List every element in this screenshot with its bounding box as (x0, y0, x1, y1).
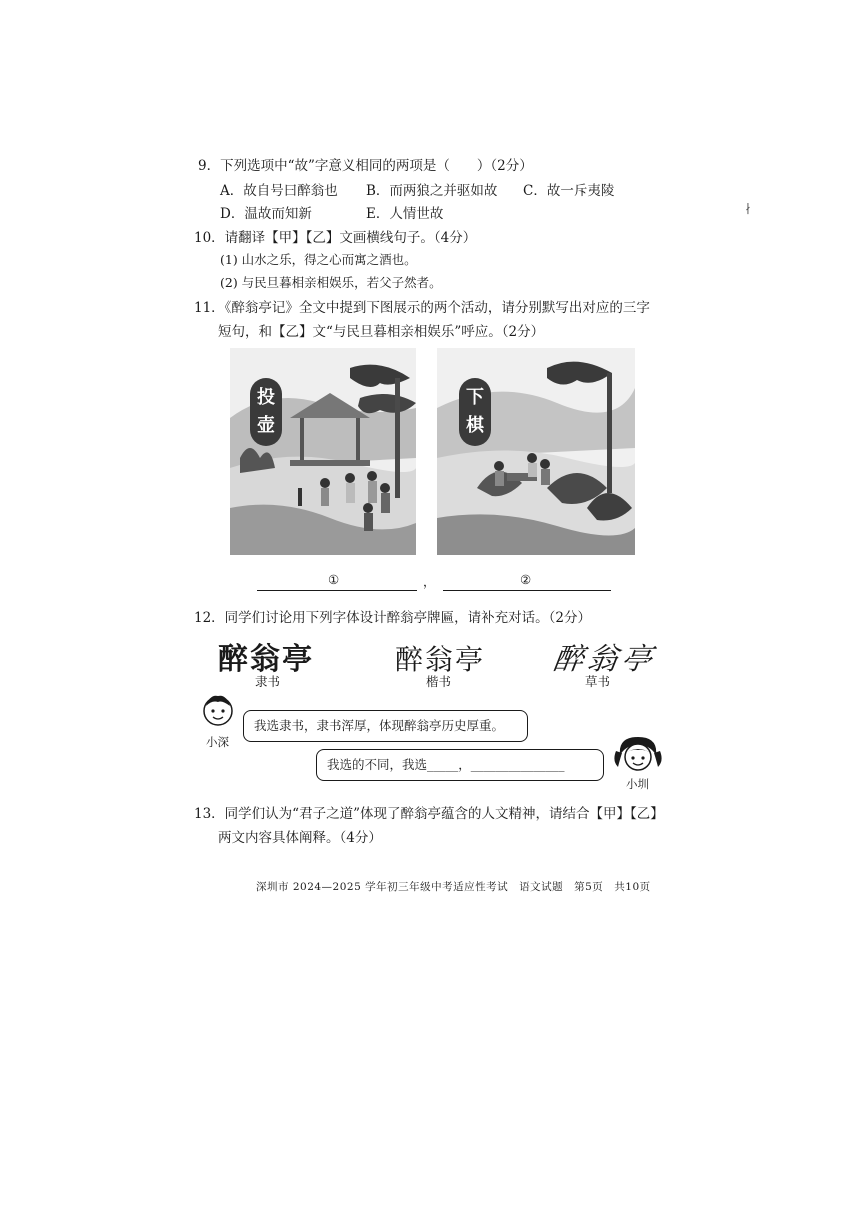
q11-blank-1[interactable] (257, 589, 417, 591)
q11-blank-2[interactable] (443, 589, 611, 591)
q11-stem-line1: 11．《醉翁亭记》全文中提到下图展示的两个活动，请分别默写出对应的三字 (194, 300, 650, 316)
q11-blank-1-marker: ① (328, 572, 340, 587)
q9-option-c: C．故一斥夷陵 (523, 183, 615, 199)
xiaoshen-speech-bubble (243, 710, 528, 742)
xiaoshen-name: 小深 (206, 735, 229, 749)
caoshu-sample: 醉翁亭 (551, 642, 658, 677)
q13-line1: 13．同学们认为“君子之道”体现了醉翁亭蕴含的人文精神，请结合【甲】【乙】 (194, 806, 664, 822)
margin-mark: ∤ (745, 202, 751, 216)
xiaqi-illustration (437, 348, 635, 555)
xiaqi-label: 下棋 (459, 378, 491, 446)
touhu-illustration (230, 348, 416, 555)
kaishu-sample: 醉翁亭 (395, 643, 486, 676)
q9-stem: 9．下列选项中“故”字意义相同的两项是（ ）（2分） (198, 158, 533, 174)
lishu-sample: 醉翁亭 (218, 642, 314, 677)
xiaozhen-avatar-icon (610, 733, 666, 777)
xiaozhen-speech-bubble[interactable] (316, 749, 604, 781)
q9-option-d: D．温故而知新 (220, 206, 312, 222)
q11-stem-line2: 短句，和【乙】文“与民旦暮相亲相娱乐”呼应。（2分） (218, 324, 545, 340)
q10-stem: 10．请翻译【甲】【乙】文画横线句子。（4分） (194, 230, 477, 246)
q9-option-e: E．人情世故 (366, 206, 444, 222)
xiaoshen-avatar-icon (198, 690, 238, 730)
page-footer: 深圳市 2024—2025 学年初三年级中考适应性考试 语文试题 第5页 共10页 (256, 881, 651, 893)
q12-stem: 12．同学们讨论用下列字体设计醉翁亭牌匾，请补充对话。（2分） (194, 610, 592, 626)
q11-blank-2-marker: ② (520, 572, 532, 587)
q10-item-1: (1) 山水之乐，得之心而寓之酒也。 (220, 252, 417, 267)
xiaozhen-name: 小圳 (626, 777, 649, 791)
touhu-label: 投壶 (250, 378, 282, 446)
q11-separator: ， (423, 574, 436, 589)
xiaozhen-speech-text: 我选的不同，我选_____，_______________ (327, 757, 565, 772)
q9-option-b: B．而两狼之并驱如故 (366, 183, 498, 199)
q9-option-a: A．故自号曰醉翁也 (220, 183, 338, 199)
lishu-caption: 隶书 (255, 674, 281, 689)
xiaoshen-speech-text: 我选隶书，隶书浑厚，体现醉翁亭历史厚重。 (254, 718, 505, 733)
q10-item-2: (2) 与民旦暮相亲相娱乐，若父子然者。 (220, 275, 442, 290)
kaishu-caption: 楷书 (426, 674, 452, 689)
caoshu-caption: 草书 (585, 674, 611, 689)
q13-line2: 两文内容具体阐释。（4分） (218, 830, 382, 846)
